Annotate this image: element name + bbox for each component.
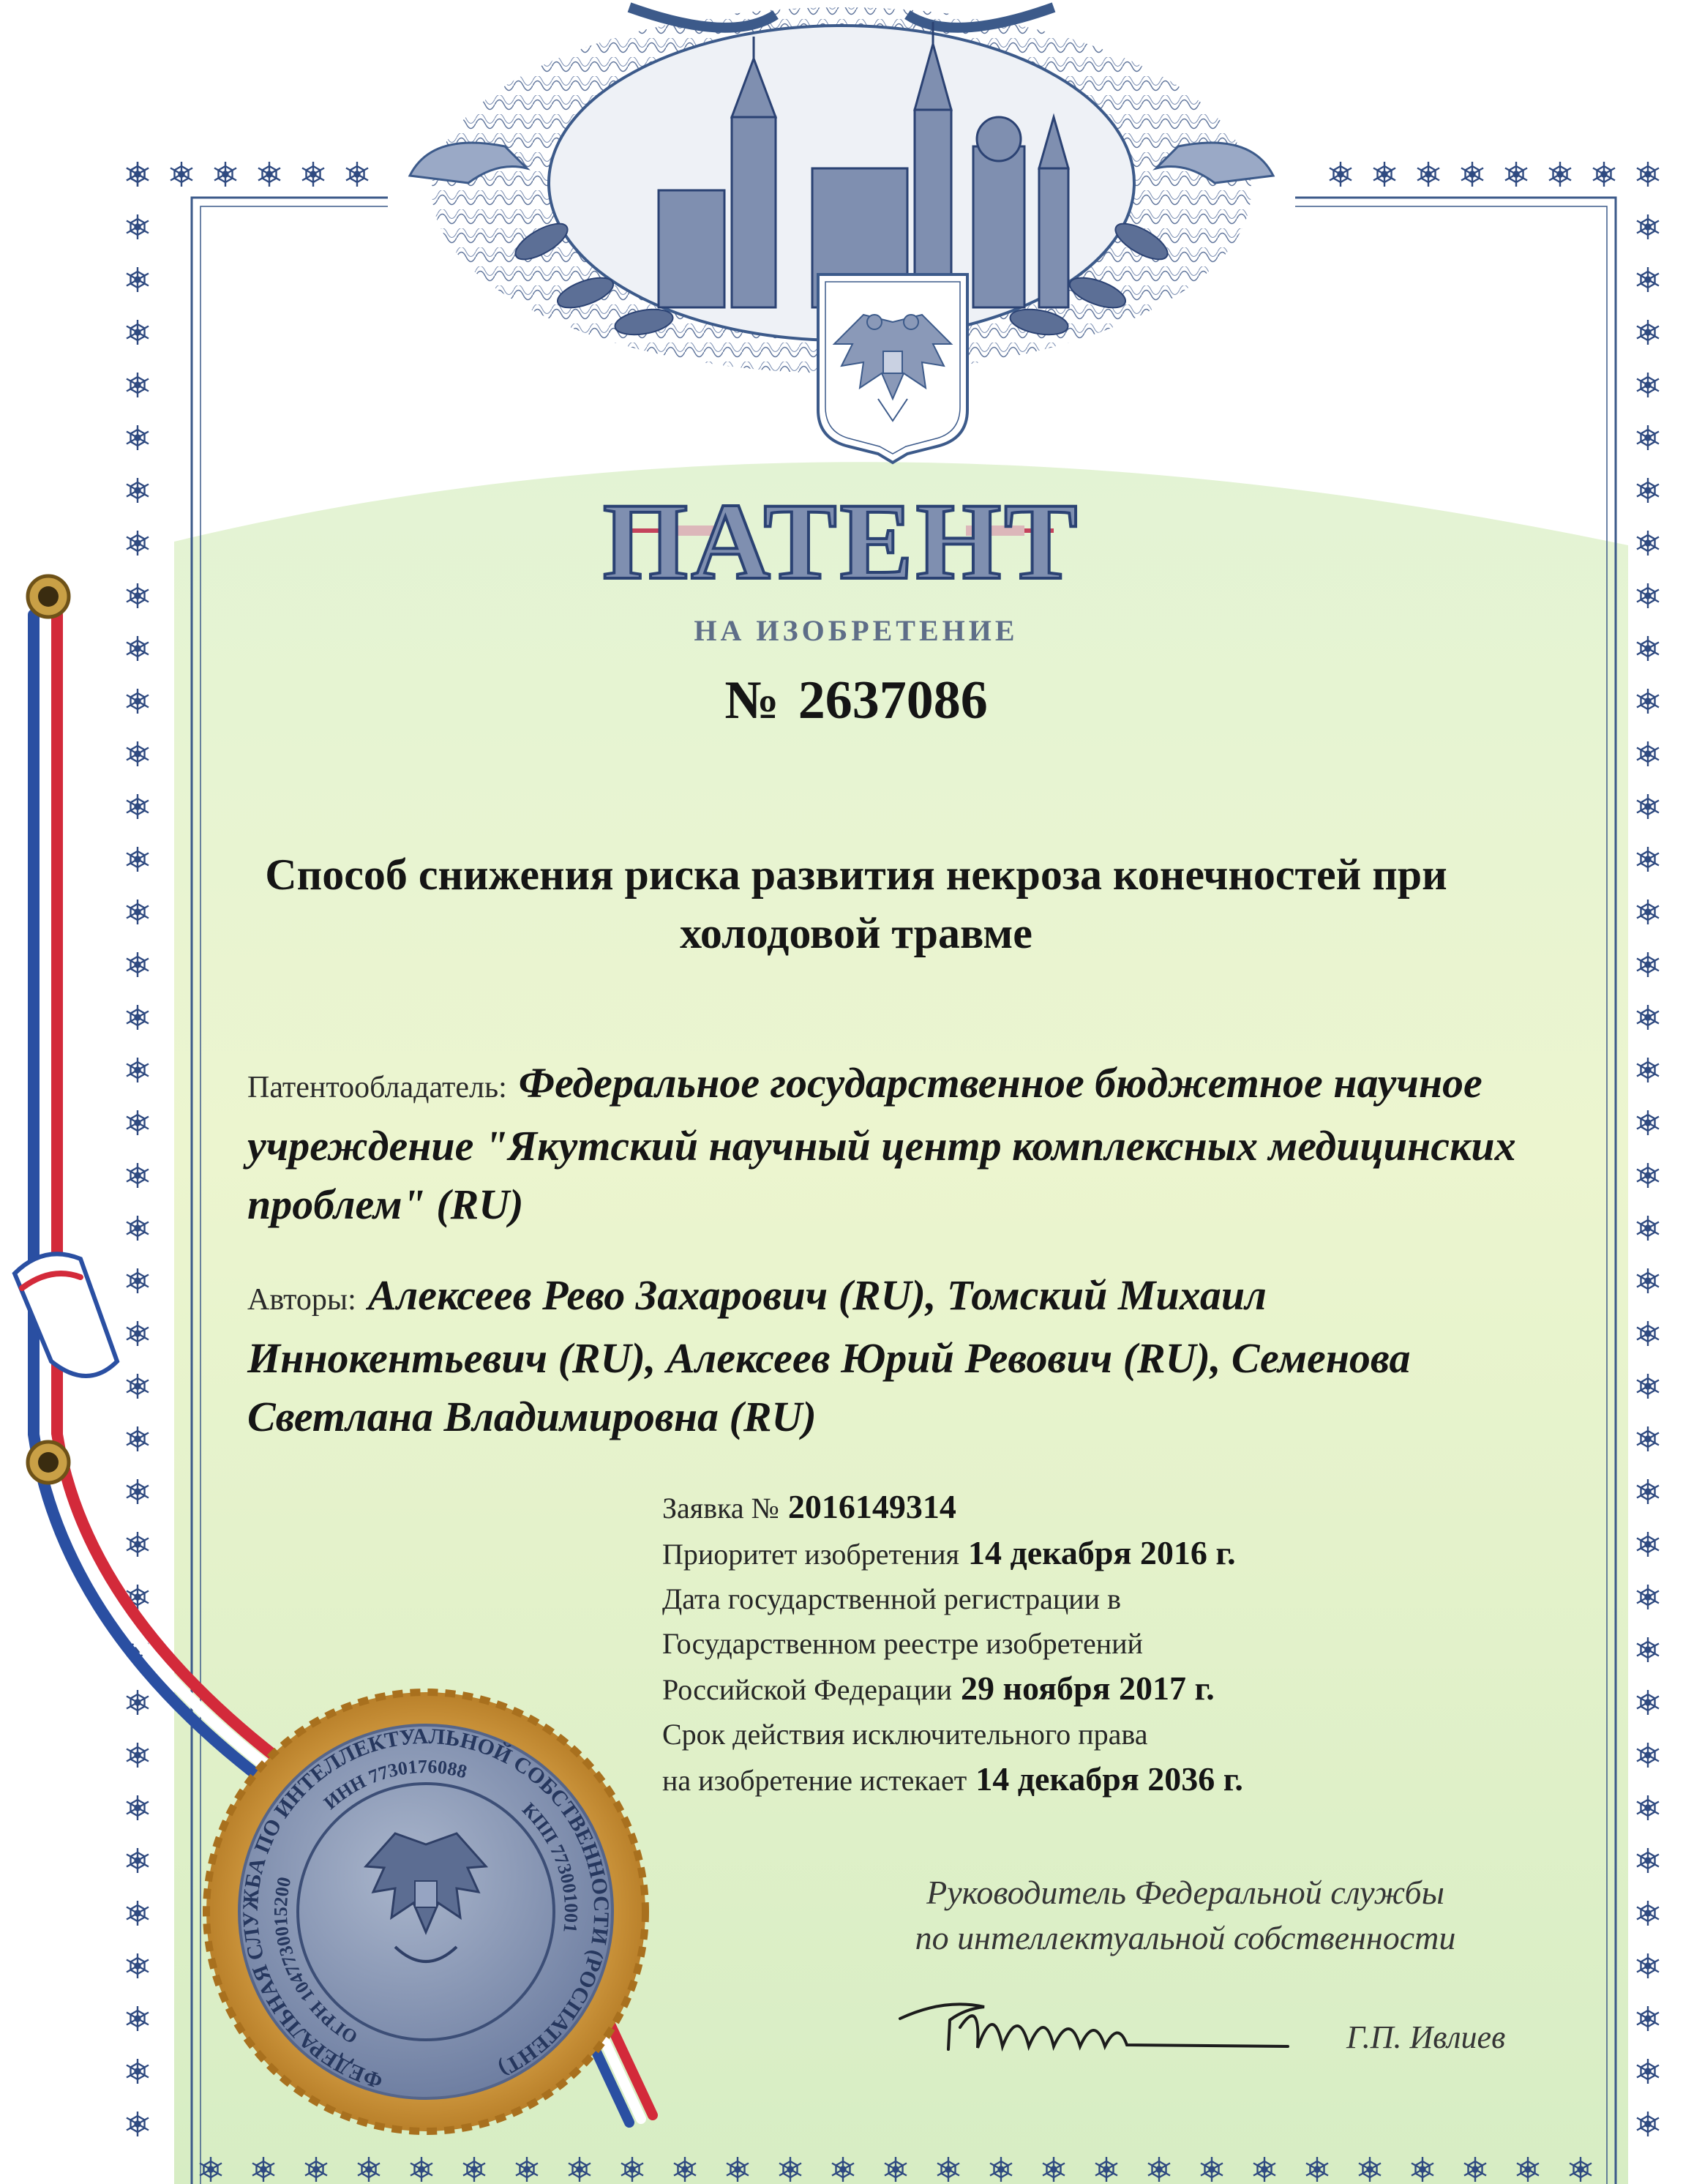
registration-date: 29 ноября 2017 г. bbox=[961, 1669, 1215, 1707]
application-label: Заявка № bbox=[662, 1492, 779, 1525]
number-sign: № bbox=[724, 670, 779, 730]
patent-title: ПАТЕНТ bbox=[602, 481, 1081, 602]
priority-label: Приоритет изобретения bbox=[662, 1538, 959, 1571]
seal-text-ogrn: ОГРН 1047730015200 bbox=[270, 1874, 361, 2049]
patent-subtitle: НА ИЗОБРЕТЕНИЕ bbox=[694, 614, 1019, 647]
signatory-position-line2: по интеллектуальной собственности bbox=[915, 1919, 1456, 1956]
authors-value: Алексеев Рево Захарович (RU), Томский Михаил Иннокентьевич (RU), Алексеев Юрий Ревович (RU), Семенова Светлана Владимировна (RU) bbox=[247, 1271, 1411, 1440]
registration-label-line1: Дата государственной регистрации в bbox=[662, 1582, 1121, 1615]
holder-value: Федеральное государственное бюджетное научное учреждение "Якутский научный центр комплексных медицинских проблем" (RU) bbox=[247, 1059, 1516, 1228]
priority-date: 14 декабря 2016 г. bbox=[967, 1534, 1236, 1571]
registration-label-line3: Российской Федерации bbox=[662, 1673, 953, 1706]
application-number: 2016149314 bbox=[787, 1488, 956, 1525]
expiry-label-line1: Срок действия исключительного права bbox=[662, 1718, 1148, 1751]
holder-label: Патентообладатель: bbox=[247, 1071, 507, 1104]
invention-title: Способ снижения риска развития некроза конечностей при холодовой травме bbox=[265, 850, 1447, 957]
patent-number: 2637086 bbox=[798, 670, 988, 730]
expiry-date: 14 декабря 2036 г. bbox=[975, 1760, 1243, 1798]
authors-label: Авторы: bbox=[247, 1283, 356, 1317]
seal-text-kpp: КПП 773001001 bbox=[518, 1798, 582, 1934]
registration-label-line2: Государственном реестре изобретений bbox=[662, 1627, 1143, 1660]
expiry-label-line2: на изобретение истекает bbox=[662, 1764, 967, 1797]
seal-text-outer: ФЕДЕРАЛЬНАЯ СЛУЖБА ПО ИНТЕЛЛЕКТУАЛЬНОЙ СОБСТВЕННОСТИ (РОСПАТЕНТ) bbox=[238, 1724, 614, 2093]
signatory-name: Г.П. Ивлиев bbox=[1346, 2019, 1506, 2055]
seal-text-inn: ИНН 7730176088 bbox=[319, 1755, 470, 1814]
signatory-position-line1: Руководитель Федеральной службы bbox=[926, 1874, 1444, 1911]
